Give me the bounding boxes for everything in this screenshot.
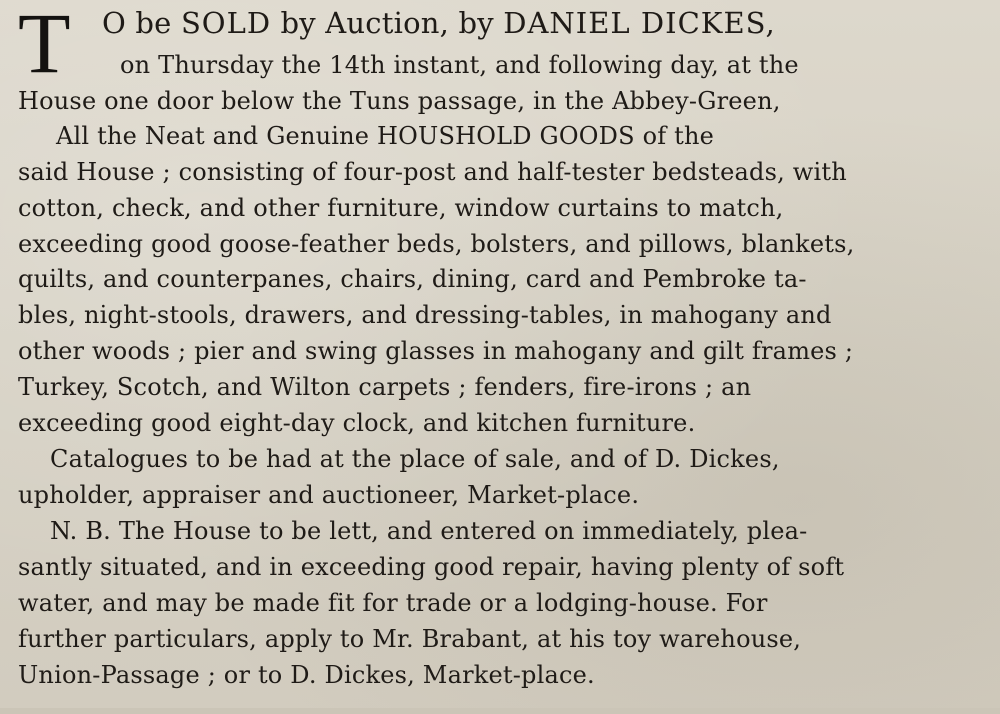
text-line: exceeding good eight-day clock, and kitchen furniture. (18, 409, 696, 437)
text-line: bles, night-stools, drawers, and dressing-tables, in mahogany and (18, 301, 832, 329)
text-line: All the Neat and Genuine HOUSHOLD GOODS of the (56, 122, 715, 150)
headline-middle: by Auction, by (271, 6, 504, 40)
text-line: cotton, check, and other furniture, window curtains to match, (18, 194, 784, 222)
text-line: Turkey, Scotch, and Wilton carpets ; fenders, fire-irons ; an (18, 373, 752, 401)
text-line: water, and may be made fit for trade or a lodging-house. For (18, 589, 768, 617)
text-line: other woods ; pier and swing glasses in mahogany and gilt frames ; (18, 337, 854, 365)
paper-edge (0, 708, 1000, 714)
text-line: upholder, appraiser and auctioneer, Market-place. (18, 481, 640, 509)
text-line: santly situated, and in exceeding good repair, having plenty of soft (18, 553, 845, 581)
drop-capital: T (18, 0, 71, 91)
headline-line (102, 6, 776, 40)
text-line: Catalogues to be had at the place of sale, and of D. Dickes, (50, 445, 780, 473)
text-line: further particulars, apply to Mr. Brabant, at his toy warehouse, (18, 625, 802, 653)
headline-lead: O be (102, 6, 181, 40)
text-line: N. B. The House to be lett, and entered on immediately, plea- (50, 517, 808, 545)
text-line: quilts, and counterpanes, chairs, dining, card and Pembroke ta- (18, 265, 807, 293)
text-line: exceeding good goose-feather beds, bolsters, and pillows, blankets, (18, 230, 855, 258)
text-line: House one door below the Tuns passage, in the Abbey-Green, (18, 87, 781, 115)
text-line: said House ; consisting of four-post and half-tester bedsteads, with (18, 158, 847, 186)
headline-sold: SOLD (180, 6, 272, 40)
auctioneer-name: DANIEL DICKES, (503, 6, 776, 40)
text-line: on Thursday the 14th instant, and following day, at the (120, 51, 799, 79)
text-line: Union-Passage ; or to D. Dickes, Market-place. (18, 661, 595, 689)
